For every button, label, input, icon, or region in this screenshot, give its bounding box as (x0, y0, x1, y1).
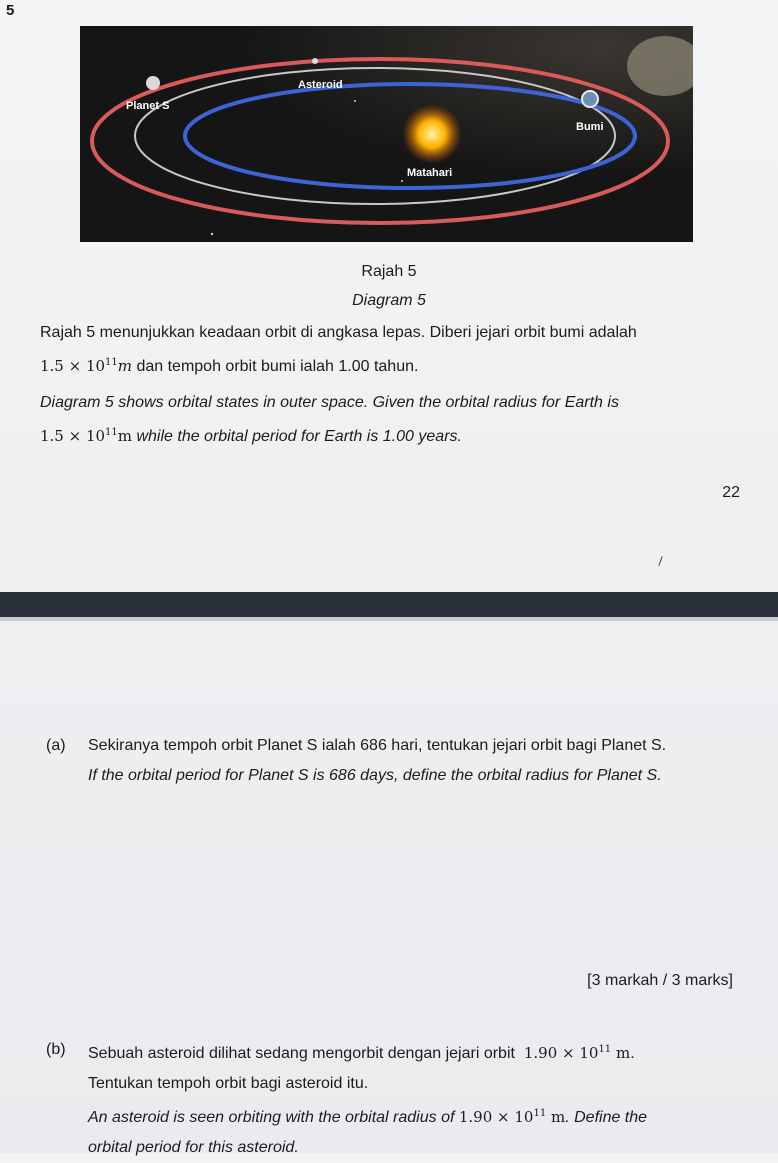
orbit-diagram (80, 26, 693, 242)
value-mantissa: 1.5 × 10 (40, 427, 106, 445)
part-b-malay-pre: Sebuah asteroid dilihat sedang mengorbit dengan jejari orbit (88, 1045, 515, 1062)
page-number: 22 (722, 484, 740, 501)
value-unit: m (117, 427, 133, 445)
sun-icon (402, 104, 462, 164)
part-a-marks: [3 markah / 3 marks] (587, 972, 733, 989)
value-exponent: 11 (105, 427, 118, 438)
star-icon (211, 233, 213, 235)
part-b (46, 1035, 746, 1163)
value-mantissa: 1.90 × 10 (523, 1044, 599, 1062)
value-exponent: 11 (105, 357, 118, 368)
star-icon (354, 100, 356, 102)
part-b-english-line2: orbital period for this asteroid. (88, 1139, 299, 1156)
part-b-english-line1 (88, 1099, 746, 1133)
part-b-malay-line1 (88, 1035, 746, 1069)
value-mantissa: 1.90 × 10 (458, 1108, 534, 1126)
planet-s-icon (146, 76, 160, 90)
value-exponent: 11 (598, 1044, 612, 1055)
part-b-english-post: . Define the (565, 1109, 648, 1126)
value-unit: m (117, 357, 133, 375)
star-icon (401, 180, 403, 182)
part-b-malay-line2: Tentukan tempoh orbit bagi asteroid itu. (88, 1075, 369, 1092)
asteroid-label: Asteroid (298, 79, 343, 91)
matahari-label: Matahari (407, 167, 453, 179)
intro-english-rest: while the orbital period for Earth is 1.00 years. (132, 428, 462, 445)
caption-english: Diagram 5 (352, 292, 426, 309)
asteroid-radius-value-en (459, 1108, 565, 1126)
planet-s-label: Planet S (126, 100, 170, 112)
intro-english-line1: Diagram 5 shows orbital states in outer space. Given the orbital radius for Earth is (40, 394, 619, 411)
pen-mark (658, 556, 662, 566)
part-b-label: (b) (46, 1041, 66, 1058)
earth-icon (582, 91, 598, 107)
part-a-label: (a) (46, 737, 66, 754)
earth-radius-value-en (40, 427, 132, 445)
part-a (46, 731, 746, 791)
bumi-label: Bumi (576, 121, 604, 133)
intro-malay-line1: Rajah 5 menunjukkan keadaan orbit di angkasa lepas. Diberi jejari orbit bumi adalah (40, 324, 637, 341)
asteroid-icon (312, 58, 318, 64)
intro-malay-rest: dan tempoh orbit bumi ialah 1.00 tahun. (132, 358, 419, 375)
part-a-malay: Sekiranya tempoh orbit Planet S ialah 686 hari, tentukan jejari orbit bagi Planet S. (88, 737, 667, 754)
value-unit: m (550, 1108, 566, 1126)
value-unit: m (615, 1044, 631, 1062)
intro-paragraph (40, 318, 740, 452)
part-b-english-pre: An asteroid is seen orbiting with the orbital radius of (88, 1109, 455, 1126)
asteroid-radius-value (524, 1044, 630, 1062)
caption-malay: Rajah 5 (361, 263, 417, 280)
intro-malay-line2 (40, 348, 740, 382)
orbit-diagram-svg (80, 26, 693, 242)
page-divider (0, 592, 778, 617)
value-exponent: 11 (533, 1108, 547, 1119)
part-b-malay-post: . (630, 1045, 635, 1062)
value-mantissa: 1.5 × 10 (40, 357, 106, 375)
earth-radius-value (40, 357, 132, 375)
part-a-english: If the orbital period for Planet S is 686 days, define the orbital radius for Planet S. (88, 767, 662, 784)
page-divider-shadow (0, 617, 778, 621)
question-number: 5 (6, 2, 15, 19)
intro-english-line2 (40, 418, 740, 452)
